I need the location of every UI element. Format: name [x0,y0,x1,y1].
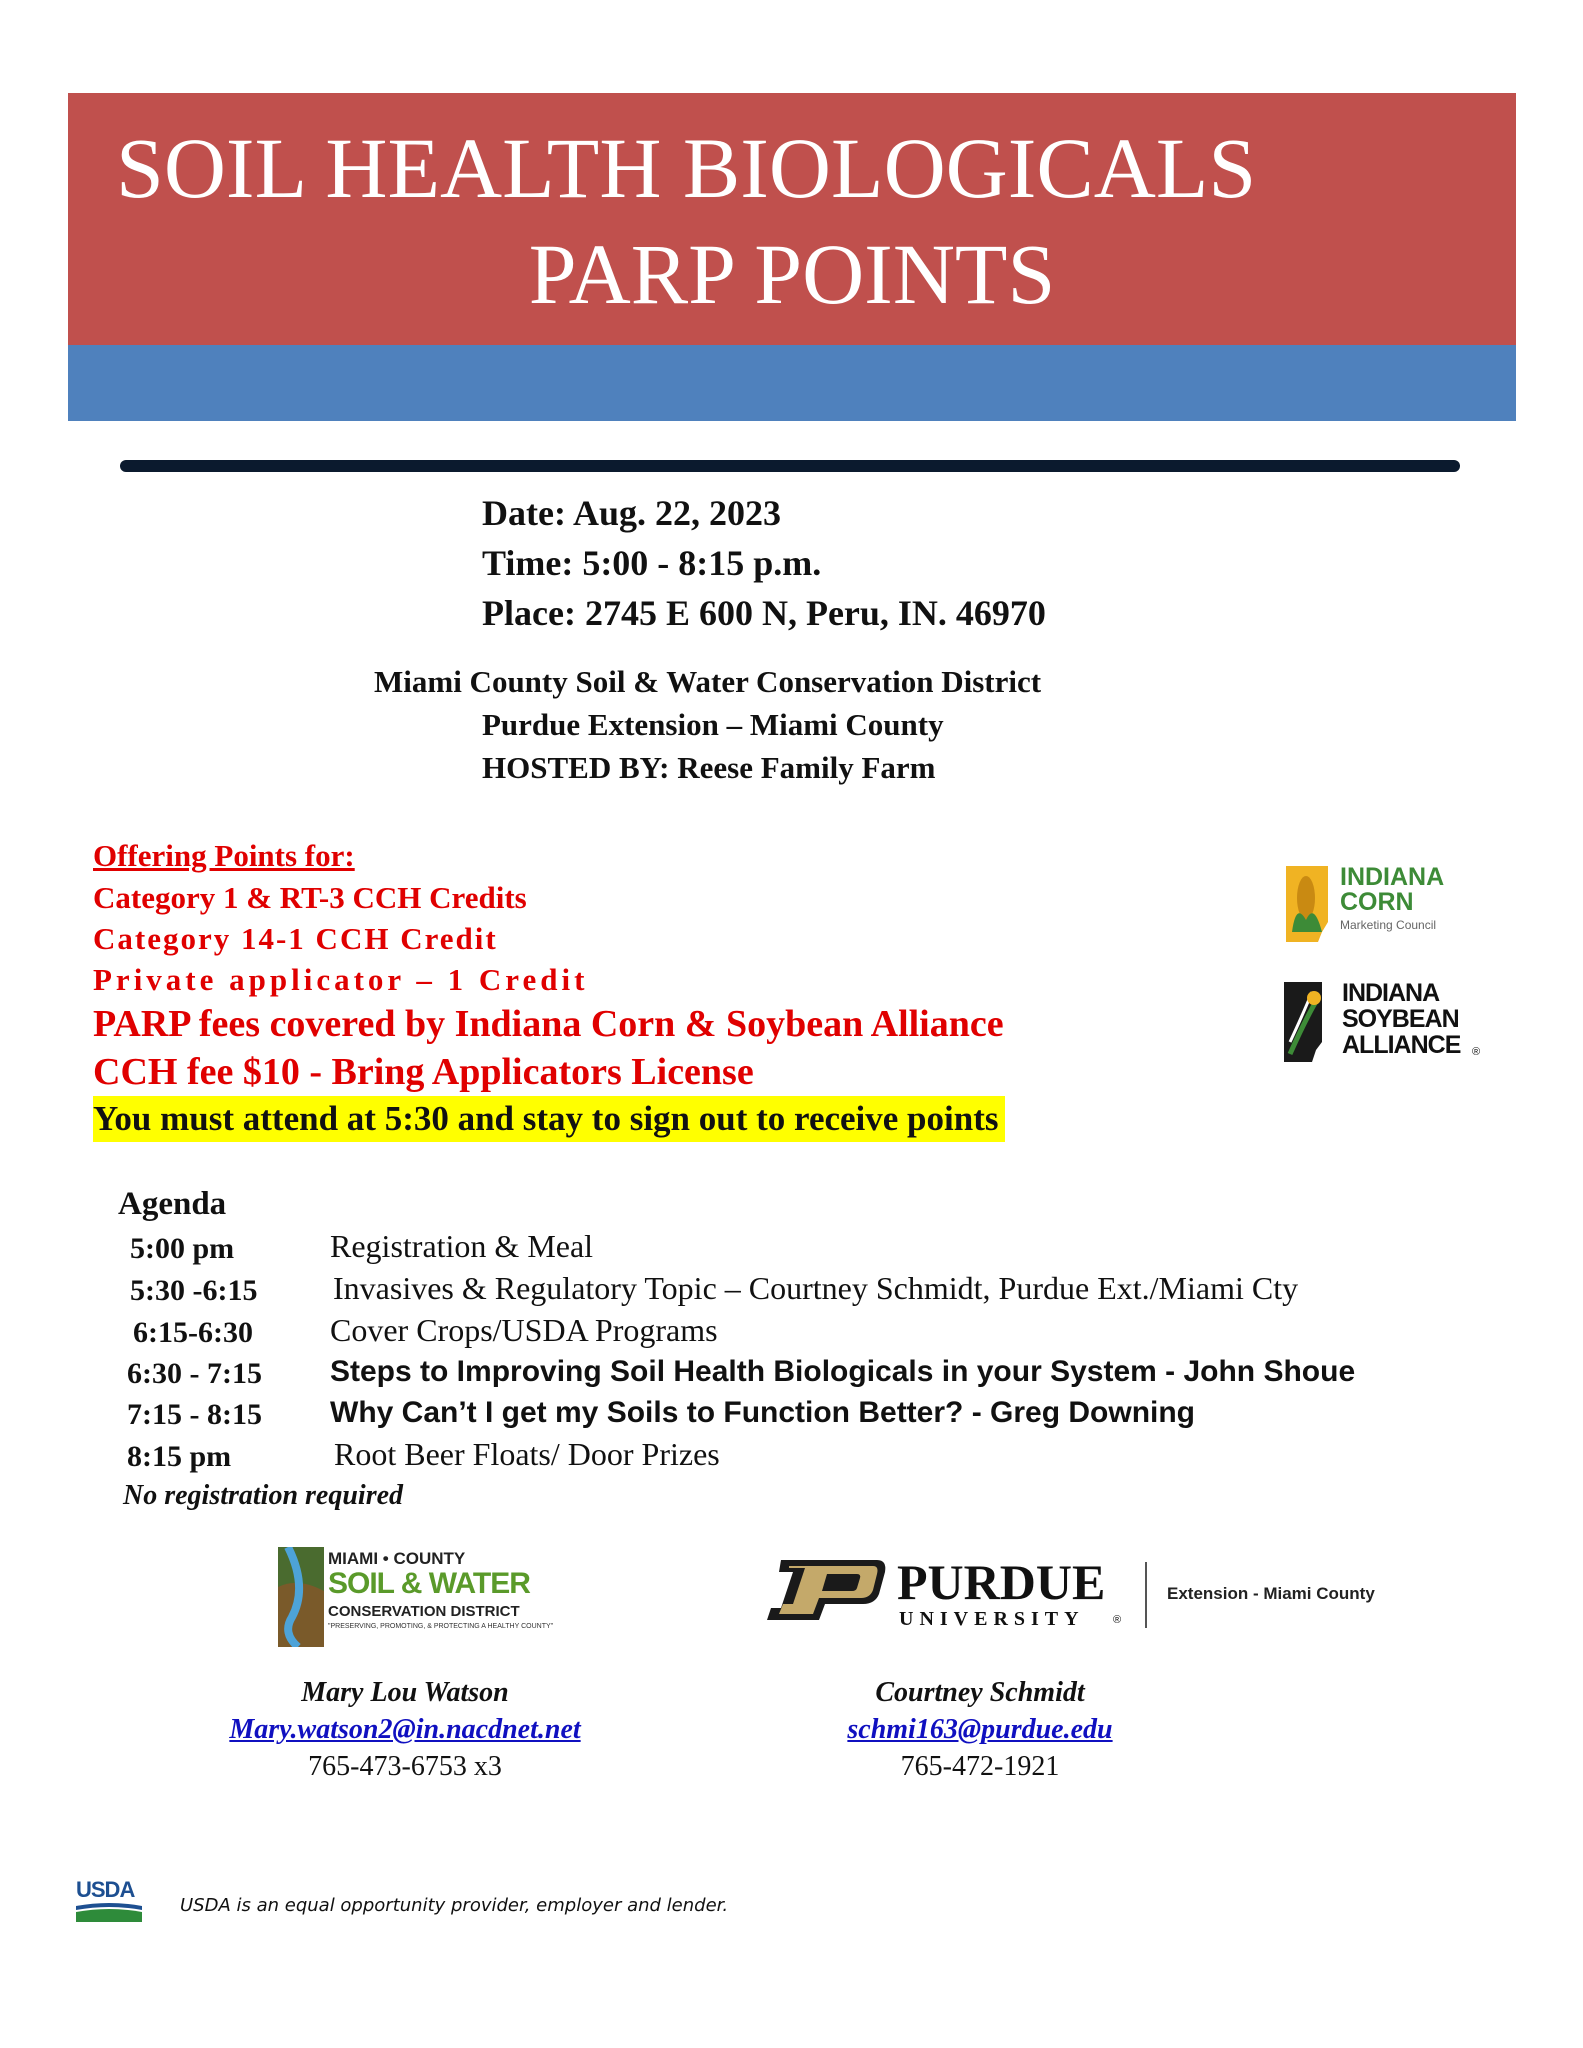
usda-field-icon [76,1902,142,1922]
title-banner-stripe [68,345,1516,421]
soy-logo-mark: ® [1472,1046,1481,1058]
contact-phone: 765-473-6753 x3 [308,1751,502,1782]
agenda-time: 6:30 - 7:15 [127,1357,262,1390]
host-purdue: Purdue Extension – Miami County [482,707,944,742]
contact-name: Courtney Schmidt [875,1677,1085,1708]
registration-note: No registration required [123,1480,404,1511]
agenda-time: 5:30 -6:15 [130,1274,258,1307]
contact-phone: 765-472-1921 [900,1751,1060,1782]
indiana-corn-logo [1282,862,1472,946]
soy-logo-line2: SOYBEAN [1342,1005,1459,1033]
purdue-logo-divider [1145,1562,1147,1628]
agenda-time: 6:15-6:30 [133,1316,253,1349]
swcd-logo [278,1547,554,1647]
usda-logo-label: USDA [76,1877,135,1902]
agenda-desc: Cover Crops/USDA Programs [330,1312,718,1348]
contact-email-link[interactable]: schmi163@purdue.edu [847,1714,1113,1745]
offering-line: Category 14-1 CCH Credit [93,921,498,956]
indiana-soybean-logo [1278,978,1488,1068]
attendance-notice: You must attend at 5:30 and stay to sign out to receive points [93,1096,1005,1142]
corn-icon [1282,862,1338,946]
contact-email-link[interactable]: Mary.watson2@in.nacdnet.net [229,1714,581,1745]
purdue-logo [767,1554,1377,1638]
agenda-title: Agenda [118,1186,227,1222]
purdue-logo-mark: ® [1113,1614,1122,1626]
corn-logo-line3: Marketing Council [1340,918,1437,932]
offering-heading: Offering Points for: [93,838,355,873]
agenda-time: 5:00 pm [130,1232,235,1265]
agenda-time: 7:15 - 8:15 [127,1398,262,1431]
corn-logo-line2: CORN [1340,888,1414,916]
contact-card [190,1674,620,1785]
agenda-desc: Steps to Improving Soil Health Biologicals in your System - John Shoue [330,1355,1356,1388]
contact-name: Mary Lou Watson [301,1677,509,1708]
swcd-logo-line4: "PRESERVING, PROMOTING, & PROTECTING A HEALTHY COUNTY" [328,1623,554,1630]
event-date: Date: Aug. 22, 2023 [482,493,781,533]
swcd-logo-line3: CONSERVATION DISTRICT [328,1603,520,1620]
offering-line: Private applicator – 1 Credit [93,962,589,997]
purdue-logo-name: PURDUE [897,1554,1106,1610]
divider-rule [120,460,1460,472]
event-place: Place: 2745 E 600 N, Peru, IN. 46970 [482,593,1046,633]
corn-logo-line1: INDIANA [1340,863,1445,891]
event-time: Time: 5:00 - 8:15 p.m. [482,543,822,583]
host-swcd: Miami County Soil & Water Conservation District [374,664,1042,699]
offering-fees: PARP fees covered by Indiana Corn & Soybean Alliance [93,1003,1004,1045]
host-farm: HOSTED BY: Reese Family Farm [482,750,936,785]
purdue-p-icon [767,1558,887,1622]
agenda-desc: Root Beer Floats/ Door Prizes [334,1436,720,1472]
offering-line: Category 1 & RT-3 CCH Credits [93,880,527,915]
title-line-1: SOIL HEALTH BIOLOGICALS [116,120,1257,216]
agenda-desc: Registration & Meal [330,1228,594,1264]
swcd-logo-line2: SOIL & WATER [328,1567,530,1600]
soybean-icon [1278,978,1340,1066]
purdue-logo-sub: UNIVERSITY [899,1608,1085,1630]
offering-cch-fee: CCH fee $10 - Bring Applicators License [93,1051,754,1093]
soy-logo-line3: ALLIANCE [1342,1031,1461,1059]
agenda-time: 8:15 pm [127,1440,232,1473]
purdue-logo-unit: Extension - Miami County [1167,1584,1375,1603]
landscape-icon [278,1547,324,1647]
agenda-desc: Invasives & Regulatory Topic – Courtney Schmidt, Purdue Ext./Miami Cty [333,1270,1299,1306]
agenda-desc: Why Can’t I get my Soils to Function Better? - Greg Downing [330,1396,1196,1429]
swcd-logo-line1: MIAMI • COUNTY [328,1549,466,1568]
event-info [482,488,1046,638]
footer-disclaimer: USDA is an equal opportunity provider, employer and lender. [180,1895,729,1916]
soy-logo-line1: INDIANA [1342,979,1440,1007]
title-line-2: PARP POINTS [528,226,1056,322]
contact-card [770,1674,1190,1785]
usda-logo [76,1878,142,1922]
